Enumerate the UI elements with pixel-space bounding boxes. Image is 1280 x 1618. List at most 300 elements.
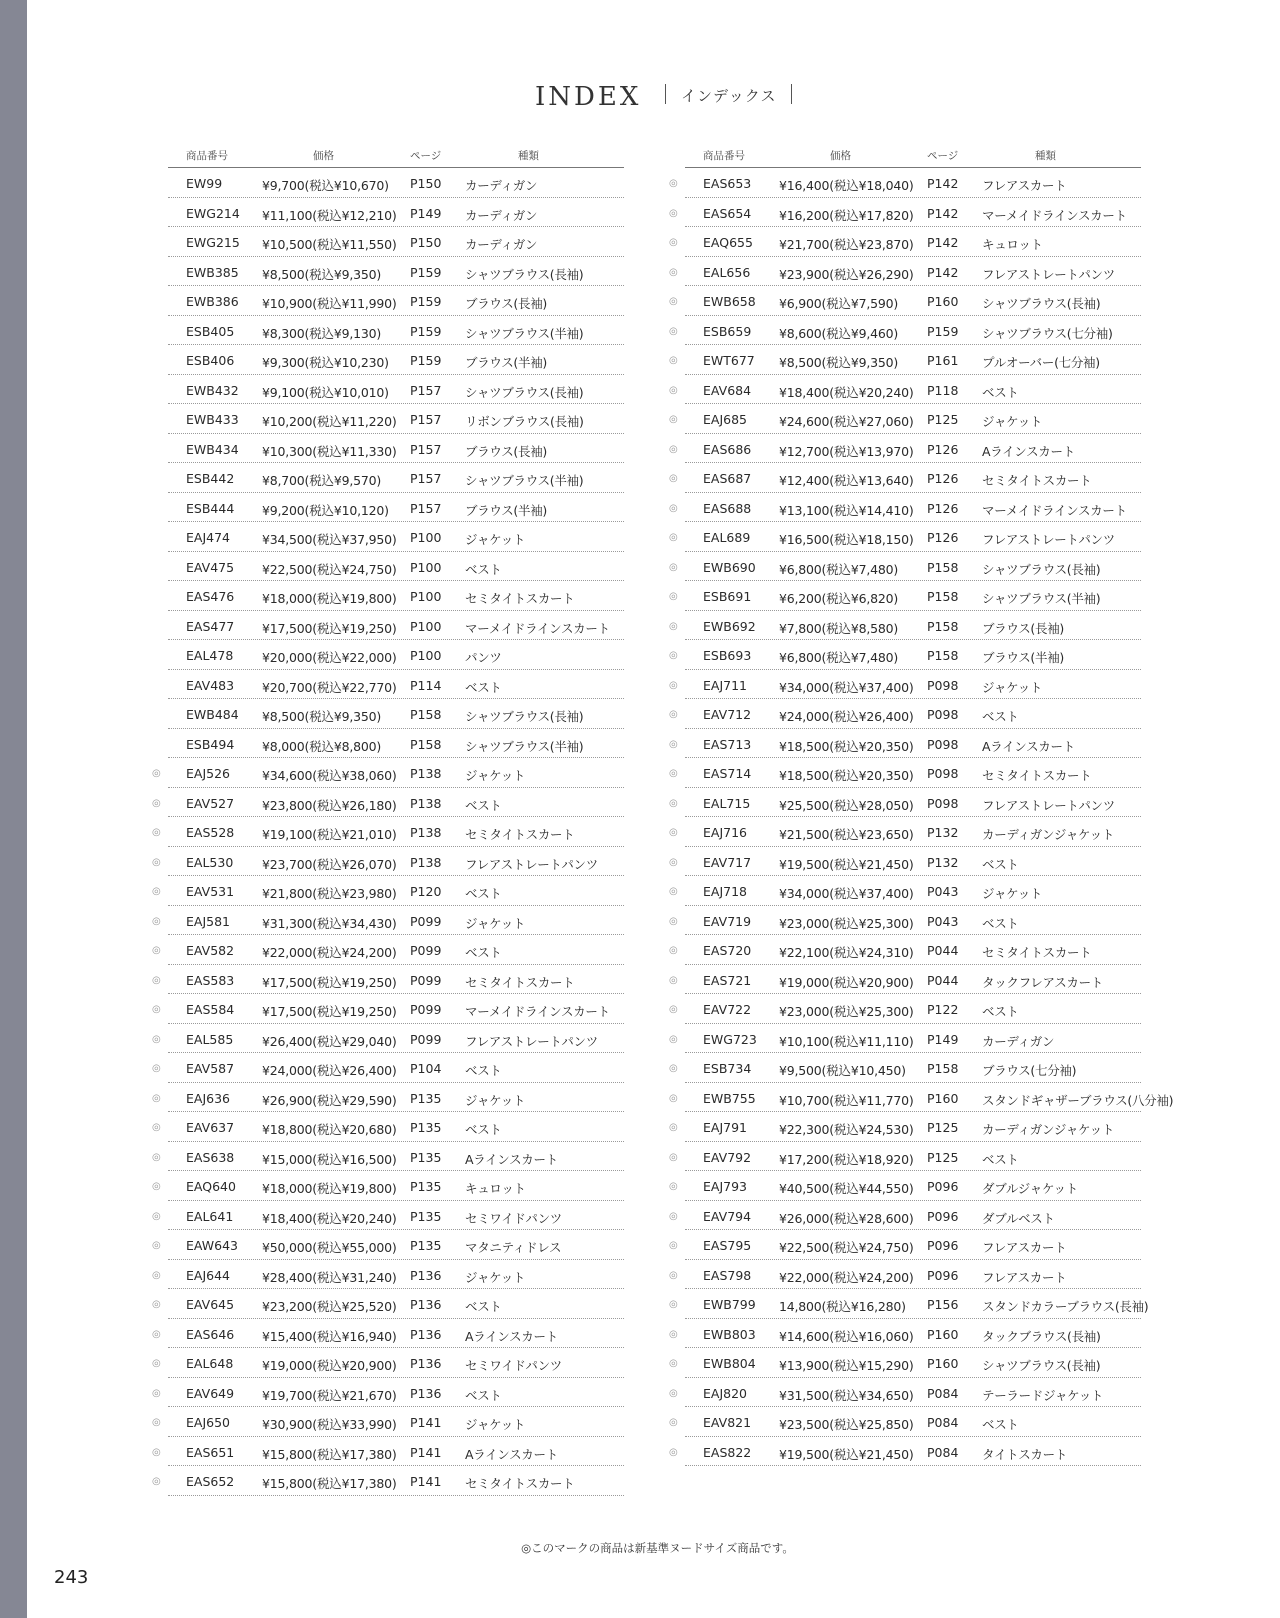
- table-row: [152, 1112, 624, 1142]
- product-page: P098: [927, 707, 959, 722]
- new-standard-mark-icon: ◎: [152, 1063, 161, 1074]
- new-standard-mark-icon: ◎: [152, 1181, 161, 1192]
- product-page: P084: [927, 1415, 959, 1430]
- page-number: 243: [54, 1567, 89, 1588]
- new-standard-mark-icon: ◎: [669, 945, 678, 956]
- product-page: P159: [410, 323, 442, 339]
- new-standard-mark-icon: ◎: [669, 1269, 678, 1281]
- product-code: ESB734: [703, 1061, 752, 1076]
- product-type: マーメイドラインスカート: [982, 207, 1127, 223]
- product-price: ¥30,900(税込¥33,990): [262, 1417, 397, 1432]
- new-standard-mark-icon: ◎: [669, 1240, 678, 1251]
- product-page: P158: [410, 736, 442, 752]
- product-type: シャツブラウス(長袖): [465, 709, 584, 724]
- new-standard-mark-icon: ◎: [152, 1122, 161, 1133]
- product-price: ¥9,700(税込¥10,670): [262, 178, 389, 193]
- product-code: EWB432: [186, 382, 239, 398]
- product-price: ¥23,200(税込¥25,520): [262, 1299, 397, 1314]
- product-type: パンツ: [465, 650, 502, 665]
- table-row: [669, 463, 1141, 493]
- product-code: EAV792: [703, 1149, 752, 1165]
- product-type: Aラインスカート: [465, 1446, 558, 1462]
- product-page: P132: [927, 854, 959, 870]
- product-type: ジャケット: [982, 414, 1043, 429]
- product-price: ¥18,500(税込¥20,350): [779, 738, 914, 754]
- product-price: ¥26,000(税込¥28,600): [779, 1210, 914, 1226]
- table-row: [152, 1348, 624, 1378]
- product-page: P160: [927, 1090, 959, 1106]
- header-page: ページ: [927, 150, 959, 162]
- header-type: 種類: [1035, 150, 1056, 162]
- new-standard-mark-icon: ◎: [152, 1446, 161, 1458]
- table-row: [152, 1230, 624, 1260]
- table-row: [168, 257, 624, 287]
- product-price: ¥19,500(税込¥21,450): [779, 856, 914, 872]
- product-type: ベスト: [982, 1417, 1019, 1432]
- product-price: ¥10,100(税込¥11,110): [779, 1033, 914, 1049]
- product-price: ¥12,700(税込¥13,970): [779, 443, 914, 459]
- product-code: EAW643: [186, 1238, 238, 1253]
- product-type: マーメイドラインスカート: [982, 502, 1127, 518]
- product-type: シャツブラウス(半袖): [982, 591, 1101, 606]
- product-type: セミタイトスカート: [465, 1476, 575, 1491]
- product-price: ¥22,500(税込¥24,750): [779, 1240, 914, 1255]
- header-price: 価格: [313, 150, 334, 162]
- product-page: P084: [927, 1444, 959, 1460]
- product-code: ESB691: [703, 589, 752, 604]
- table-row: [669, 1024, 1141, 1054]
- table-row: [669, 817, 1141, 847]
- product-code: EAS713: [703, 736, 752, 752]
- table-row: [152, 1024, 624, 1054]
- product-code: EAS721: [703, 972, 752, 988]
- product-page: P149: [410, 205, 442, 221]
- product-code: EAV712: [703, 707, 752, 722]
- product-page: P100: [410, 559, 442, 575]
- product-type: ジャケット: [465, 768, 526, 783]
- product-page: P098: [927, 766, 959, 781]
- product-code: EAJ636: [186, 1090, 230, 1106]
- product-price: ¥25,500(税込¥28,050): [779, 797, 914, 813]
- product-code: EAJ474: [186, 530, 230, 545]
- product-price: ¥22,300(税込¥24,530): [779, 1122, 914, 1137]
- table-row: [669, 1319, 1141, 1349]
- new-standard-mark-icon: ◎: [152, 1004, 161, 1015]
- product-type: タックフレアスカート: [982, 974, 1104, 990]
- product-code: EAJ650: [186, 1415, 230, 1430]
- new-standard-mark-icon: ◎: [669, 502, 678, 514]
- product-price: ¥31,300(税込¥34,430): [262, 915, 397, 931]
- table-row: [669, 316, 1141, 346]
- table-row: [152, 788, 624, 818]
- product-type: タイトスカート: [982, 1446, 1068, 1462]
- product-code: EAS795: [703, 1238, 752, 1253]
- product-type: ブラウス(半袖): [465, 502, 547, 518]
- product-type: ダブルベスト: [982, 1210, 1055, 1226]
- new-standard-mark-icon: ◎: [669, 768, 678, 779]
- product-type: キュロット: [982, 237, 1043, 252]
- product-page: P096: [927, 1179, 959, 1194]
- product-page: P142: [927, 176, 959, 191]
- footnote: ◎このマークの商品は新基準ヌードサイズ商品です。: [521, 1541, 794, 1555]
- new-standard-mark-icon: ◎: [669, 207, 678, 219]
- product-type: ジャケット: [465, 1417, 526, 1432]
- product-price: ¥15,000(税込¥16,500): [262, 1151, 397, 1167]
- new-standard-mark-icon: ◎: [669, 473, 678, 484]
- product-code: EWB690: [703, 559, 756, 575]
- product-page: P135: [410, 1090, 442, 1106]
- table-row: [152, 1466, 624, 1496]
- new-standard-mark-icon: ◎: [669, 1387, 678, 1399]
- table-row: [669, 1378, 1141, 1408]
- product-price: ¥23,000(税込¥25,300): [779, 915, 914, 931]
- product-code: EAL648: [186, 1356, 234, 1371]
- product-code: EAS686: [703, 441, 752, 457]
- product-type: リボンブラウス(長袖): [465, 414, 584, 429]
- product-code: EAV527: [186, 795, 235, 811]
- product-price: ¥19,000(税込¥20,900): [779, 974, 914, 990]
- product-page: P132: [927, 825, 959, 840]
- product-page: P136: [410, 1356, 442, 1371]
- product-page: P122: [927, 1002, 959, 1017]
- product-page: P135: [410, 1179, 442, 1194]
- product-page: P100: [410, 589, 442, 604]
- product-type: タックブラウス(長袖): [982, 1328, 1101, 1344]
- product-price: ¥24,000(税込¥26,400): [779, 709, 914, 724]
- table-row: [152, 1319, 624, 1349]
- product-code: ESB444: [186, 500, 235, 516]
- product-type: ブラウス(長袖): [465, 443, 547, 459]
- new-standard-mark-icon: ◎: [152, 915, 161, 927]
- product-page: P126: [927, 530, 959, 545]
- product-code: EAS638: [186, 1149, 235, 1165]
- product-price: ¥16,400(税込¥18,040): [779, 178, 914, 193]
- index-title: [0, 76, 1280, 116]
- product-code: EWB755: [703, 1090, 756, 1106]
- product-code: EAS687: [703, 471, 752, 486]
- new-standard-mark-icon: ◎: [669, 1446, 678, 1458]
- product-code: EAL641: [186, 1208, 234, 1224]
- product-page: P160: [927, 1356, 959, 1371]
- product-type: フレアストレートパンツ: [465, 1033, 598, 1049]
- table-row: [152, 1289, 624, 1319]
- table-row: [669, 670, 1141, 700]
- product-type: ベスト: [982, 384, 1019, 400]
- table-row: [152, 1378, 624, 1408]
- table-row: [669, 1112, 1141, 1142]
- product-code: EAS477: [186, 618, 235, 634]
- new-standard-mark-icon: ◎: [152, 797, 161, 809]
- product-page: P043: [927, 913, 959, 929]
- new-standard-mark-icon: ◎: [669, 974, 678, 986]
- product-price: ¥34,000(税込¥37,400): [779, 679, 914, 695]
- product-page: P099: [410, 1031, 442, 1047]
- table-row: [152, 1053, 624, 1083]
- product-code: EAS651: [186, 1444, 235, 1460]
- product-page: P160: [927, 1326, 959, 1342]
- table-row: [152, 1201, 624, 1231]
- product-page: P142: [927, 264, 959, 280]
- product-price: ¥15,800(税込¥17,380): [262, 1476, 397, 1491]
- product-price: ¥10,900(税込¥11,990): [262, 296, 397, 311]
- product-type: ジャケット: [465, 532, 526, 547]
- product-code: EWB386: [186, 294, 239, 309]
- product-type: フレアスカート: [982, 1240, 1067, 1255]
- product-type: シャツブラウス(半袖): [465, 738, 584, 754]
- product-code: EAJ581: [186, 913, 230, 929]
- product-type: シャツブラウス(長袖): [982, 561, 1101, 577]
- header-code: 商品番号: [186, 150, 228, 162]
- product-type: ベスト: [982, 856, 1019, 872]
- product-type: Aラインスカート: [982, 738, 1075, 754]
- product-code: EAJ526: [186, 766, 230, 781]
- product-page: P158: [927, 618, 959, 634]
- product-page: P141: [410, 1444, 442, 1460]
- new-standard-mark-icon: ◎: [669, 1151, 678, 1163]
- product-page: P084: [927, 1385, 959, 1401]
- new-standard-mark-icon: ◎: [152, 974, 161, 986]
- table-row: [152, 1142, 624, 1172]
- product-code: EAV637: [186, 1120, 235, 1135]
- table-row: [152, 906, 624, 936]
- product-price: ¥21,800(税込¥23,980): [262, 886, 397, 901]
- product-price: ¥34,000(税込¥37,400): [779, 886, 914, 901]
- product-page: P138: [410, 795, 442, 811]
- product-price: ¥22,000(税込¥24,200): [779, 1269, 914, 1285]
- product-price: ¥23,500(税込¥25,850): [779, 1417, 914, 1432]
- new-standard-mark-icon: ◎: [669, 797, 678, 809]
- table-row: [152, 847, 624, 877]
- product-code: EAL530: [186, 854, 234, 870]
- product-type: ベスト: [465, 561, 502, 577]
- table-body: [669, 168, 1174, 1466]
- product-code: EAS583: [186, 972, 235, 988]
- product-price: ¥15,400(税込¥16,940): [262, 1328, 397, 1344]
- product-price: ¥9,300(税込¥10,230): [262, 355, 389, 370]
- product-page: P150: [410, 176, 442, 191]
- product-type: ブラウス(七分袖): [982, 1063, 1077, 1078]
- new-standard-mark-icon: ◎: [152, 1210, 161, 1222]
- product-type: セミワイドパンツ: [465, 1210, 562, 1226]
- table-header: [168, 142, 624, 168]
- product-type: シャツブラウス(半袖): [465, 473, 584, 488]
- product-code: EWG215: [186, 235, 240, 250]
- product-code: EAL478: [186, 648, 234, 663]
- product-page: P136: [410, 1267, 442, 1283]
- product-price: ¥8,700(税込¥9,570): [262, 473, 382, 488]
- table-row: [669, 581, 1141, 611]
- new-standard-mark-icon: ◎: [669, 1092, 678, 1104]
- product-type: ジャケット: [982, 886, 1043, 901]
- product-page: P158: [927, 589, 959, 604]
- product-type: フレアスカート: [982, 1269, 1067, 1285]
- table-row: [168, 316, 624, 346]
- new-standard-mark-icon: ◎: [669, 856, 678, 868]
- product-price: ¥8,000(税込¥8,800): [262, 738, 382, 754]
- product-page: P156: [927, 1297, 959, 1312]
- product-page: P114: [410, 677, 442, 693]
- table-row: [669, 876, 1141, 906]
- product-type: プルオーバー(七分袖): [982, 355, 1100, 370]
- product-price: ¥8,500(税込¥9,350): [262, 266, 382, 282]
- product-code: EAV645: [186, 1297, 235, 1312]
- new-standard-mark-icon: ◎: [669, 325, 678, 337]
- product-code: EAS822: [703, 1444, 752, 1460]
- product-price: ¥18,400(税込¥20,240): [779, 384, 914, 400]
- new-standard-mark-icon: ◎: [669, 1328, 678, 1340]
- product-type: ジャケット: [465, 1269, 526, 1285]
- new-standard-mark-icon: ◎: [669, 1033, 678, 1045]
- product-page: P135: [410, 1120, 442, 1135]
- product-price: ¥50,000(税込¥55,000): [262, 1240, 397, 1255]
- product-type: フレアストレートパンツ: [982, 797, 1115, 813]
- product-price: ¥12,400(税込¥13,640): [779, 473, 914, 488]
- product-type: ジャケット: [465, 915, 526, 931]
- product-page: P098: [927, 795, 959, 811]
- table-row: [669, 493, 1141, 523]
- product-type: ベスト: [465, 1299, 502, 1314]
- new-standard-mark-icon: ◎: [669, 1417, 678, 1428]
- new-standard-mark-icon: ◎: [152, 1269, 161, 1281]
- product-page: P157: [410, 471, 442, 486]
- product-page: P135: [410, 1149, 442, 1165]
- product-price: ¥8,500(税込¥9,350): [779, 355, 899, 370]
- product-page: P141: [410, 1415, 442, 1430]
- product-price: ¥13,900(税込¥15,290): [779, 1358, 914, 1373]
- product-code: EWG214: [186, 205, 240, 221]
- product-code: EWB434: [186, 441, 239, 457]
- product-type: ジャケット: [982, 679, 1043, 695]
- product-type: フレアスカート: [982, 178, 1067, 193]
- product-price: ¥18,500(税込¥20,350): [779, 768, 914, 783]
- product-code: EWT677: [703, 353, 755, 368]
- product-price: ¥21,700(税込¥23,870): [779, 237, 914, 252]
- product-type: ジャケット: [465, 1092, 526, 1108]
- product-price: ¥23,800(税込¥26,180): [262, 797, 397, 813]
- product-price: ¥18,000(税込¥19,800): [262, 1181, 397, 1196]
- product-code: EAS646: [186, 1326, 235, 1342]
- table-row: [669, 1201, 1141, 1231]
- new-standard-mark-icon: ◎: [152, 1328, 161, 1340]
- product-price: ¥22,100(税込¥24,310): [779, 945, 914, 960]
- product-code: EAS584: [186, 1002, 235, 1017]
- new-standard-mark-icon: ◎: [669, 886, 678, 897]
- product-code: ESB659: [703, 323, 752, 339]
- new-standard-mark-icon: ◎: [669, 679, 678, 691]
- table-row: [669, 522, 1141, 552]
- product-code: ESB494: [186, 736, 235, 752]
- table-row: [669, 227, 1141, 257]
- table-row: [152, 935, 624, 965]
- product-page: P142: [927, 235, 959, 250]
- product-code: EAV794: [703, 1208, 752, 1224]
- product-page: P099: [410, 972, 442, 988]
- product-code: EAS714: [703, 766, 752, 781]
- product-code: EAS798: [703, 1267, 752, 1283]
- product-page: P099: [410, 1002, 442, 1017]
- table-row: [152, 1407, 624, 1437]
- product-type: カーディガンジャケット: [982, 1122, 1115, 1137]
- product-page: P158: [927, 1061, 959, 1076]
- product-code: EAS720: [703, 943, 752, 958]
- product-code: ESB442: [186, 471, 235, 486]
- product-page: P138: [410, 854, 442, 870]
- product-type: ブラウス(半袖): [465, 355, 547, 370]
- product-code: EAL715: [703, 795, 751, 811]
- table-row: [669, 1230, 1141, 1260]
- product-page: P142: [927, 205, 959, 221]
- table-row: [168, 227, 624, 257]
- product-page: P158: [410, 707, 442, 722]
- new-standard-mark-icon: ◎: [669, 561, 678, 573]
- product-code: EAV719: [703, 913, 752, 929]
- table-row: [669, 257, 1141, 287]
- table-row: [152, 1260, 624, 1290]
- product-price: ¥9,200(税込¥10,120): [262, 502, 389, 518]
- product-price: ¥23,700(税込¥26,070): [262, 856, 397, 872]
- product-page: P100: [410, 530, 442, 545]
- header-page: ページ: [410, 150, 442, 162]
- product-page: P098: [927, 677, 959, 693]
- new-standard-mark-icon: ◎: [669, 1210, 678, 1222]
- product-code: EAJ793: [703, 1179, 747, 1194]
- product-page: P135: [410, 1208, 442, 1224]
- table-row: [168, 286, 624, 316]
- product-code: EAV483: [186, 677, 235, 693]
- product-price: ¥11,100(税込¥12,210): [262, 207, 397, 223]
- product-price: ¥31,500(税込¥34,650): [779, 1387, 914, 1403]
- product-page: P044: [927, 943, 959, 958]
- product-price: ¥23,000(税込¥25,300): [779, 1004, 914, 1019]
- product-page: P158: [927, 559, 959, 575]
- new-standard-mark-icon: ◎: [669, 178, 678, 189]
- table-row: [669, 699, 1141, 729]
- product-type: カーディガン: [465, 237, 538, 252]
- product-code: EAJ644: [186, 1267, 230, 1283]
- product-price: ¥20,700(税込¥22,770): [262, 679, 397, 695]
- product-price: ¥8,600(税込¥9,460): [779, 325, 899, 341]
- product-type: セミタイトスカート: [465, 974, 575, 990]
- new-standard-mark-icon: ◎: [669, 1299, 678, 1310]
- product-type: フレアストレートパンツ: [982, 266, 1115, 282]
- product-type: マタニティドレス: [465, 1240, 562, 1255]
- product-code: EAS653: [703, 176, 752, 191]
- product-page: P118: [927, 382, 959, 398]
- new-standard-mark-icon: ◎: [152, 1387, 161, 1399]
- table-row: [669, 1083, 1174, 1113]
- product-type: Aラインスカート: [465, 1151, 558, 1167]
- product-type: Aラインスカート: [982, 443, 1075, 459]
- product-code: EAV684: [703, 382, 752, 398]
- product-page: P150: [410, 235, 442, 250]
- product-price: ¥26,900(税込¥29,590): [262, 1092, 397, 1108]
- table-row: [152, 758, 624, 788]
- product-price: ¥6,900(税込¥7,590): [779, 296, 899, 311]
- table-row: [152, 965, 624, 995]
- table-row: [168, 640, 624, 670]
- table-row: [669, 611, 1141, 641]
- new-standard-mark-icon: ◎: [669, 1181, 678, 1192]
- product-price: ¥9,100(税込¥10,010): [262, 384, 389, 400]
- product-code: EAV717: [703, 854, 752, 870]
- product-type: Aラインスカート: [465, 1328, 558, 1344]
- product-type: カーディガン: [465, 207, 538, 223]
- new-standard-mark-icon: ◎: [152, 1033, 161, 1045]
- table-row: [669, 1260, 1141, 1290]
- new-standard-mark-icon: ◎: [669, 650, 678, 661]
- product-page: P136: [410, 1297, 442, 1312]
- product-type: ベスト: [465, 1063, 502, 1078]
